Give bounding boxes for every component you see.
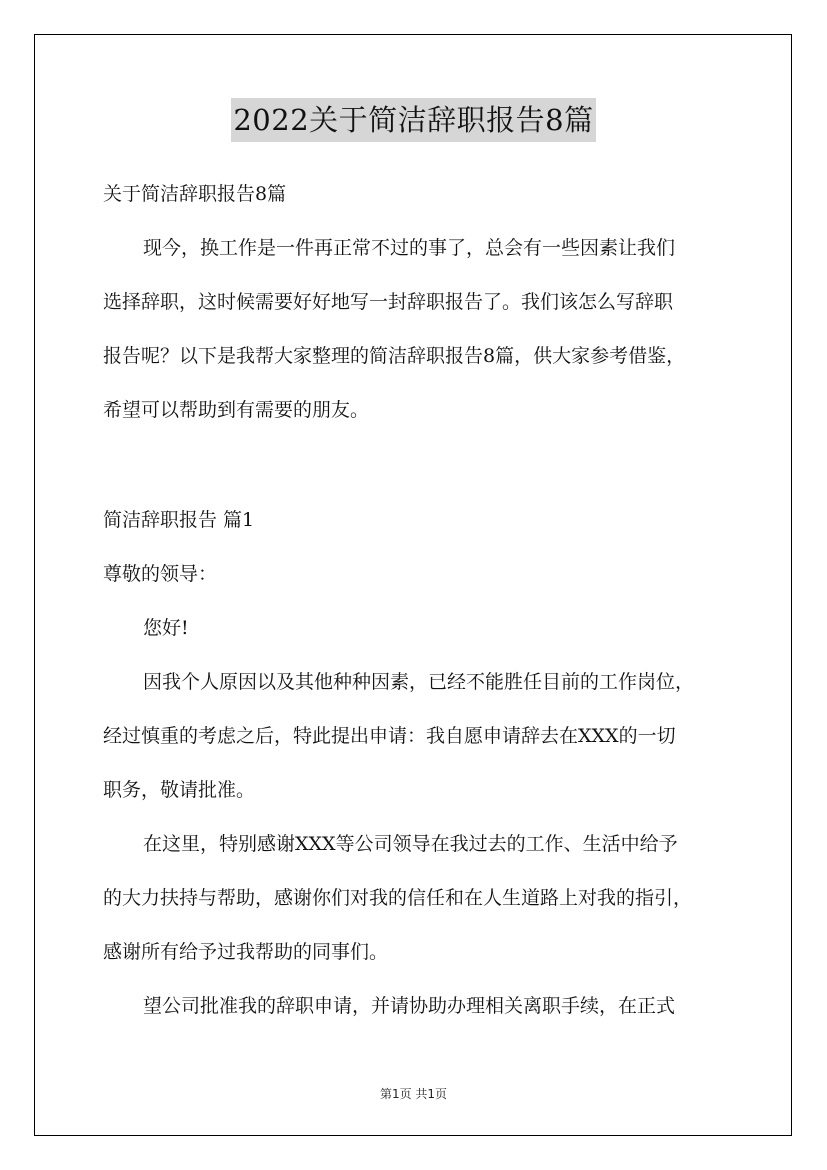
paragraph1-line-3: 职务，敬请批准。 — [103, 779, 256, 801]
intro-line-2: 选择辞职，这时候需要好好地写一封辞职报告了。我们该怎么写辞职 — [103, 291, 674, 313]
paragraph3-line-1: 望公司批准我的辞职申请，并请协助办理相关离职手续，在正式 — [143, 995, 676, 1017]
paragraph2-line-1: 在这里，特别感谢XXX等公司领导在我过去的工作、生活中给予 — [143, 833, 678, 855]
document-title: 2022关于简洁辞职报告8篇 — [231, 98, 595, 142]
paragraph2-line-3: 感谢所有给予过我帮助的同事们。 — [103, 941, 389, 963]
title-container — [0, 98, 827, 142]
intro-line-3: 报告呢？以下是我帮大家整理的简洁辞职报告8篇，供大家参考借鉴， — [103, 345, 686, 367]
intro-line-4: 希望可以帮助到有需要的朋友。 — [103, 399, 370, 421]
intro-line-1: 现今，换工作是一件再正常不过的事了，总会有一些因素让我们 — [143, 237, 676, 259]
paragraph1-line-2: 经过慎重的考虑之后，特此提出申请：我自愿申请辞去在XXX的一切 — [103, 725, 676, 747]
salutation: 尊敬的领导： — [103, 563, 218, 585]
paragraph2-line-2: 的大力扶持与帮助，感谢你们对我的信任和在人生道路上对我的指引， — [103, 887, 693, 909]
section-heading: 简洁辞职报告 篇1 — [103, 509, 255, 531]
document-subtitle: 关于简洁辞职报告8篇 — [103, 183, 287, 205]
page-footer: 第1页 共1页 — [379, 1087, 448, 1101]
paragraph1-line-1: 因我个人原因以及其他种种因素，已经不能胜任目前的工作岗位， — [143, 671, 695, 693]
greeting: 您好! — [143, 617, 189, 639]
